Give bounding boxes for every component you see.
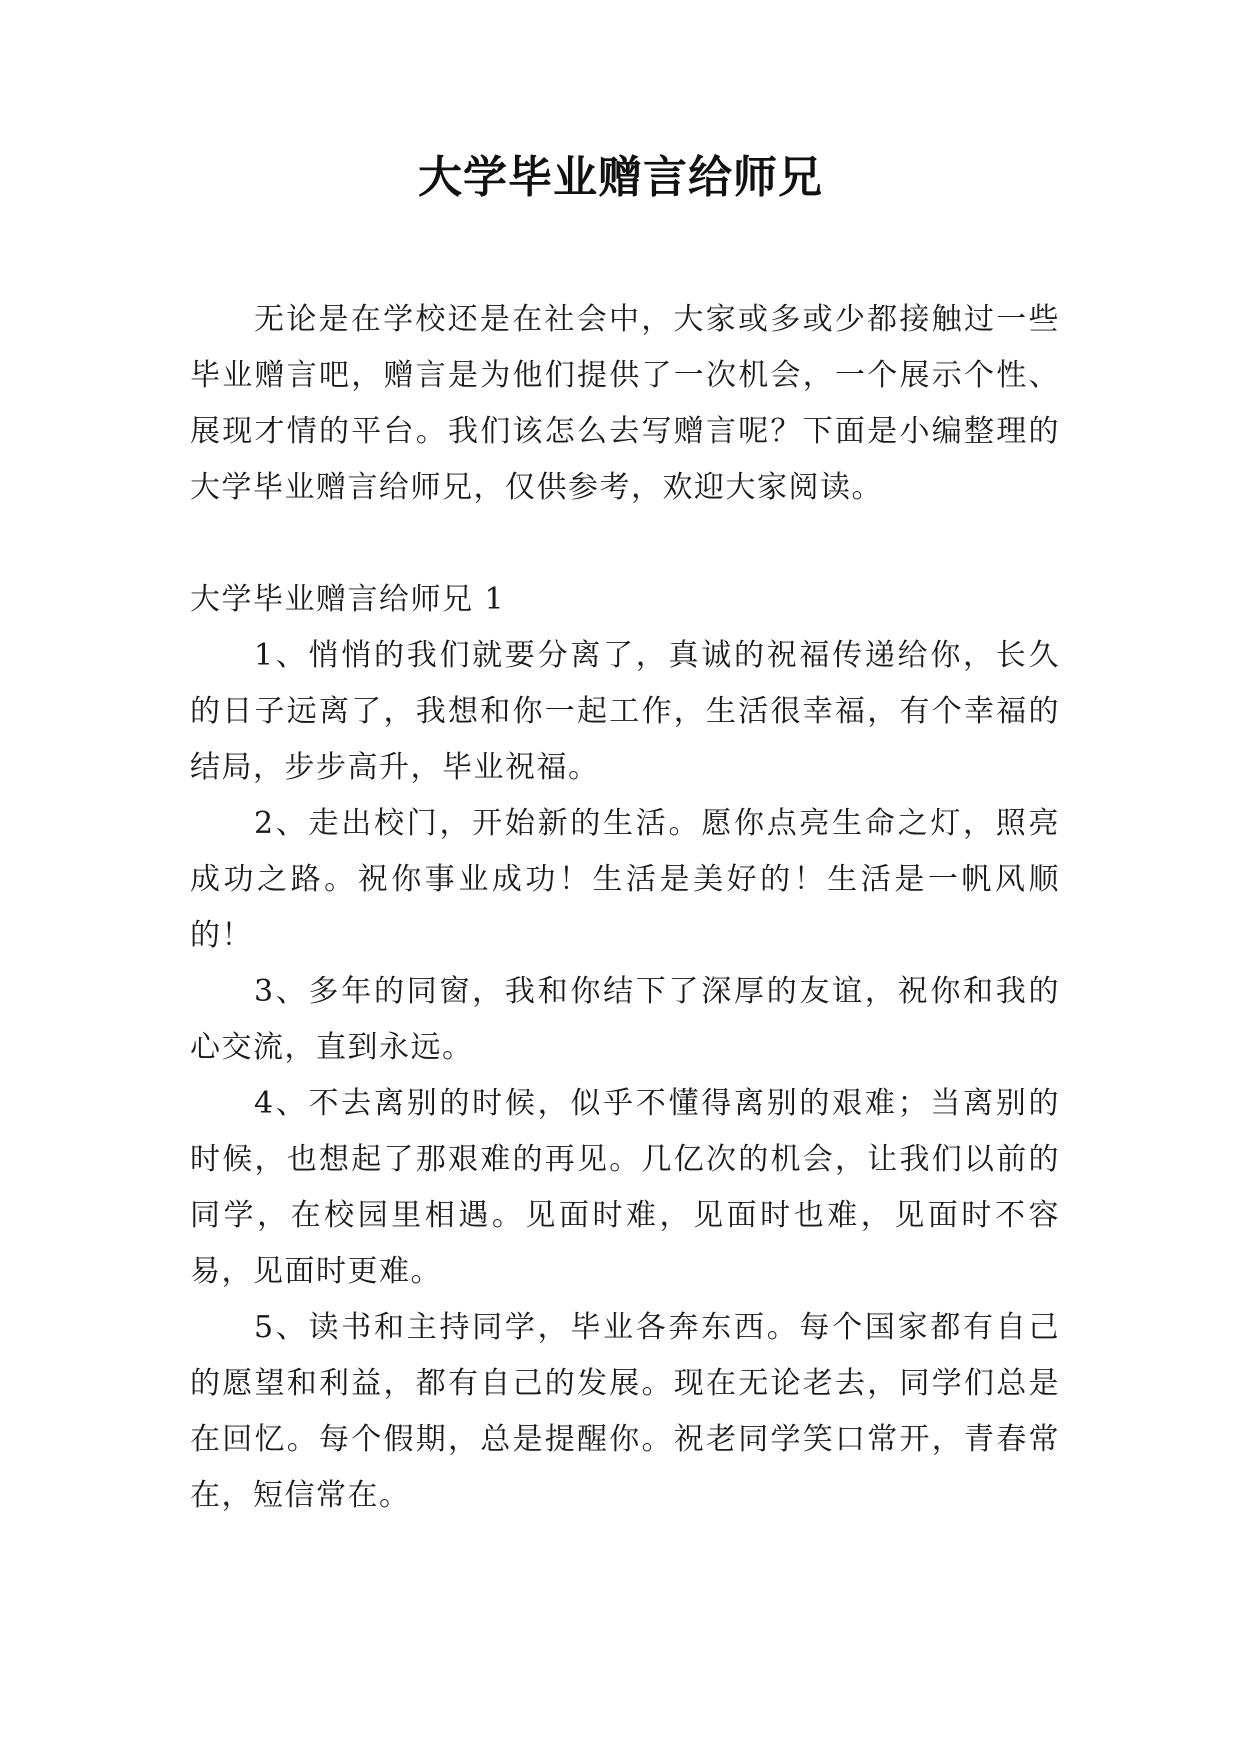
intro-paragraph: 无论是在学校还是在社会中，大家或多或少都接触过一些毕业赠言吧，赠言是为他们提供了一次机会，一个展示个性、展现才情的平台。我们该怎么去写赠言呢？下面是小编整理的大学毕业赠言给师兄，仅供参考，欢迎大家阅读。 bbox=[190, 302, 1060, 505]
document-title: 大学毕业赠言给师兄 bbox=[418, 152, 823, 203]
document-body bbox=[190, 292, 1060, 1524]
list-item: 5、读书和主持同学，毕业各奔东西。每个国家都有自己的愿望和利益，都有自己的发展。现在无论老去，同学们总是在回忆。每个假期，总是提醒你。祝老同学笑口常开，青春常在，短信常在。 bbox=[190, 1310, 1060, 1513]
list-item: 4、不去离别的时候，似乎不懂得离别的艰难；当离别的时候，也想起了那艰难的再见。几亿次的机会，让我们以前的同学，在校园里相遇。见面时难，见面时也难，见面时不容易，见面时更难。 bbox=[190, 1086, 1060, 1289]
list-item: 3、多年的同窗，我和你结下了深厚的友谊，祝你和我的心交流，直到永远。 bbox=[190, 974, 1060, 1065]
section-heading: 大学毕业赠言给师兄 1 bbox=[190, 582, 506, 617]
list-item: 1、悄悄的我们就要分离了，真诚的祝福传递给你，长久的日子远离了，我想和你一起工作，生活很幸福，有个幸福的结局，步步高升，毕业祝福。 bbox=[190, 638, 1060, 785]
list-item: 2、走出校门，开始新的生活。愿你点亮生命之灯，照亮成功之路。祝你事业成功！生活是美好的！生活是一帆风顺的！ bbox=[190, 806, 1060, 953]
